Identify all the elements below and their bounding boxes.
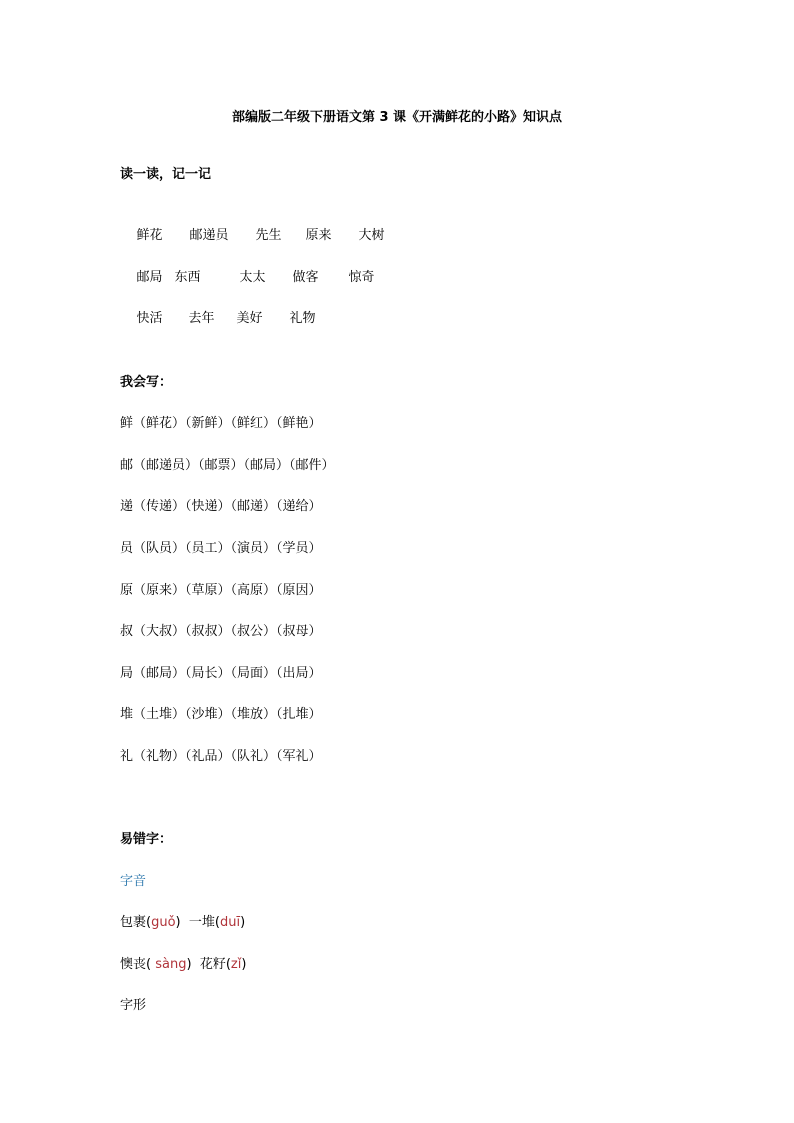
word: 花籽 xyxy=(199,957,226,972)
write-line: 员（队员）（员工）（演员）（学员） xyxy=(120,541,322,556)
word: 鲜花 xyxy=(136,228,163,243)
write-section-heading: 我会写： xyxy=(120,375,173,390)
write-line: 递（传递）（快递）（邮递）（递给） xyxy=(120,499,322,514)
word: 做客 xyxy=(292,270,319,285)
write-line: 叔（大叔）（叔叔）（叔公）（叔母） xyxy=(120,624,322,639)
error-section-heading: 易错字： xyxy=(120,832,173,847)
write-line: 局（邮局）（局长）（局面）（出局） xyxy=(120,666,322,681)
pinyin: guǒ xyxy=(151,915,176,930)
write-line: 鲜（鲜花）（新鲜）（鲜红）（鲜艳） xyxy=(120,416,322,431)
write-line: 邮（邮递员）（邮票）（邮局）（邮件） xyxy=(120,458,335,473)
sound-line-2: 懊丧( sàng) 花籽(zǐ) xyxy=(120,957,247,972)
word: 懊丧 xyxy=(120,957,147,972)
word: 美好 xyxy=(236,311,263,326)
pinyin: sàng xyxy=(151,957,187,972)
word: 邮局 xyxy=(136,270,163,285)
word: 先生 xyxy=(255,228,282,243)
word: 一堆 xyxy=(188,915,215,930)
sound-subheading: 字音 xyxy=(120,874,147,889)
word: 原来 xyxy=(305,228,332,243)
word: 东西 xyxy=(174,270,201,285)
pinyin: zǐ xyxy=(230,957,242,972)
word-row-3 xyxy=(120,289,316,349)
word: 太太 xyxy=(239,270,266,285)
word: 礼物 xyxy=(289,311,316,326)
word: 快活 xyxy=(136,311,163,326)
write-line: 堆（土堆）（沙堆）（堆放）（扎堆） xyxy=(120,707,322,722)
word: 包裹 xyxy=(120,915,147,930)
sound-line-1: 包裹(guǒ) 一堆(duī) xyxy=(120,915,246,930)
word: 惊奇 xyxy=(348,270,375,285)
write-line: 礼（礼物）（礼品）（队礼）（军礼） xyxy=(120,749,322,764)
word: 大树 xyxy=(358,228,385,243)
page-title: 部编版二年级下册语文第 3 课《开满鲜花的小路》知识点 xyxy=(231,110,563,125)
shape-subheading: 字形 xyxy=(120,998,147,1013)
pinyin: duī xyxy=(219,915,241,930)
word: 邮递员 xyxy=(189,228,229,243)
word: 去年 xyxy=(188,311,215,326)
read-section-heading: 读一读，记一记 xyxy=(120,167,212,182)
write-line: 原（原来）（草原）（高原）（原因） xyxy=(120,583,322,598)
